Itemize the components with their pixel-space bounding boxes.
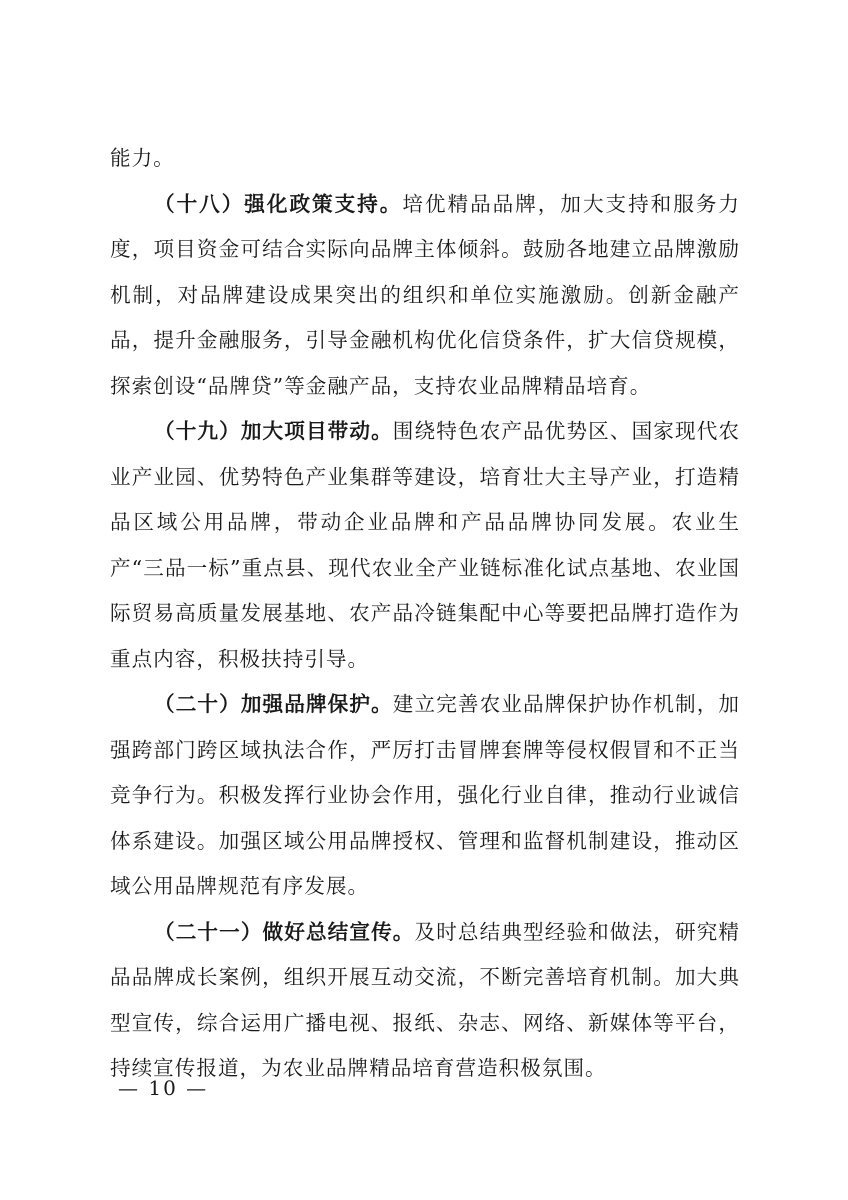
paragraph-body: 建立完善农业品牌保护协作机制，加强跨部门跨区域执法合作，严厉打击冒牌套牌等侵权假冒和不正当竞争行为。积极发挥行业协会作用，强化行业自律，推动行业诚信体系建设。加强区域公用品牌授权、管理和监督机制建设，推动区域公用品牌规范有序发展。 bbox=[110, 692, 741, 898]
paragraph-heading: （十八）强化政策支持。 bbox=[154, 191, 403, 216]
paragraph-body: 围绕特色农产品优势区、国家现代农业产业园、优势特色产业集群等建设，培育壮大主导产业，打造精品区域公用品牌，带动企业品牌和产品品牌协同发展。农业生产“三品一标”重点县、现代农业全产业链标准化试点基地、农业国际贸易高质量发展基地、农产品冷链集配中心等要把品牌打造作为重点内容，积极扶持引导。 bbox=[110, 419, 741, 671]
body-text bbox=[110, 136, 740, 1092]
paragraph-summary-publicity bbox=[110, 910, 740, 1092]
paragraph-heading: （十九）加大项目带动。 bbox=[154, 419, 393, 443]
paragraph-project-driving bbox=[110, 409, 740, 682]
paragraph-heading: （二十一）做好总结宣传。 bbox=[154, 919, 415, 944]
paragraph-brand-protection bbox=[110, 682, 740, 910]
paragraph-body: 及时总结典型经验和做法，研究精品品牌成长案例，组织开展互动交流，不断完善培育机制。加大典型宣传，综合运用广播电视、报纸、杂志、网络、新媒体等平台，持续宣传报道，为农业品牌精品培育营造积极氛围。 bbox=[110, 919, 741, 1080]
paragraph-continuation bbox=[110, 136, 740, 182]
paragraph-heading: （二十）加强品牌保护。 bbox=[154, 692, 393, 716]
paragraph-body: 培优精品品牌，加大支持和服务力度，项目资金可结合实际向品牌主体倾斜。鼓励各地建立品牌激励机制，对品牌建设成果突出的组织和单位实施激励。创新金融产品，提升金融服务，引导金融机构优化信贷条件，扩大信贷规模，探索创设“品牌贷”等金融产品，支持农业品牌精品培育。 bbox=[110, 191, 741, 398]
paragraph-body: 能力。 bbox=[110, 146, 175, 170]
page-number: — 10 — bbox=[118, 1076, 209, 1100]
paragraph-policy-support bbox=[110, 182, 740, 410]
